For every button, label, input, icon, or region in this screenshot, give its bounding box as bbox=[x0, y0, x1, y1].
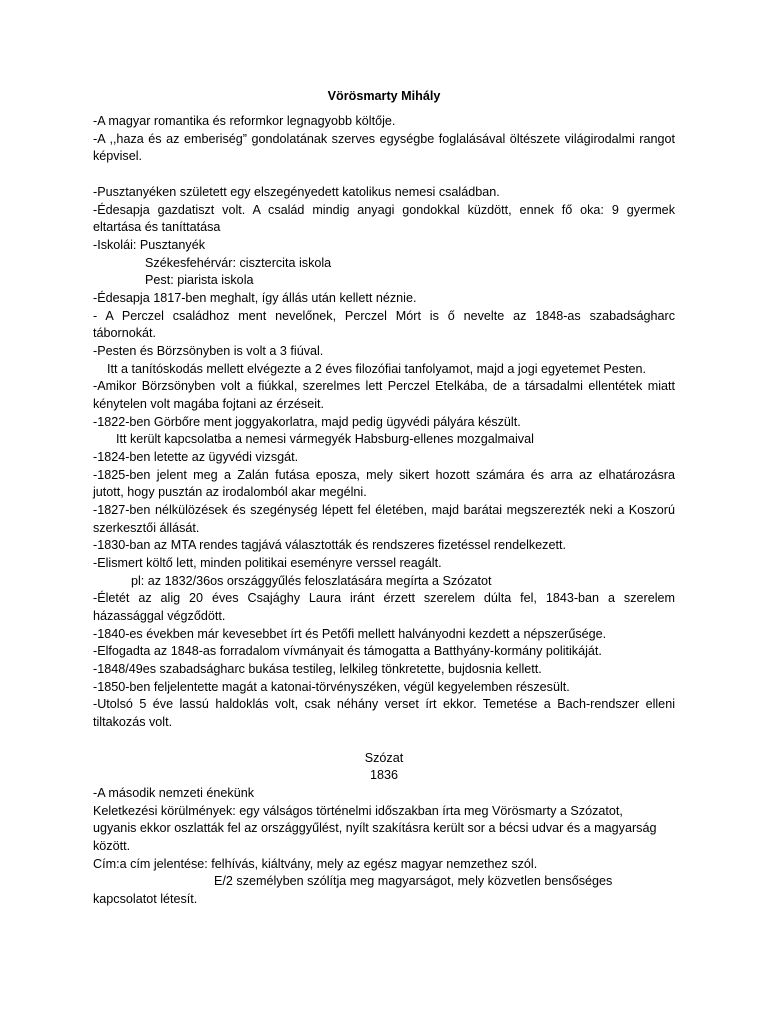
text-line: -A második nemzeti énekünk bbox=[93, 786, 255, 800]
page-title: Vörösmarty Mihály bbox=[327, 89, 441, 103]
text-line: -Utolsó 5 éve lassú haldoklás volt, csak néhány verset írt ekkor. Temetése a Bach-rendszer elleni bbox=[93, 697, 675, 711]
text-line: Itt került kapcsolatba a nemesi vármegyék Habsburg-ellenes mozgalmaival bbox=[116, 432, 534, 446]
text-line: -Amikor Börzsönyben volt a fiúkkal, szerelmes lett Perczel Etelkába, de a társadalmi ellentétek miatt bbox=[93, 379, 675, 393]
text-line: -1850-ben feljelentette magát a katonai-törvényszéken, végül kegyelemben részesült. bbox=[93, 680, 570, 694]
text-line: -Elismert költő lett, minden politikai eseményre verssel reagált. bbox=[93, 556, 442, 570]
text-line: ugyanis ekkor oszlatták fel az országgyűlést, nyílt szakításra került sor a bécsi udvar és a magyarság bbox=[93, 821, 657, 835]
text-line: között. bbox=[93, 839, 131, 853]
text-line: -Édesapja 1817-ben meghalt, így állás után kellett néznie. bbox=[93, 291, 417, 305]
text-line: képvisel. bbox=[93, 149, 142, 163]
text-line: -1825-ben jelent meg a Zalán futása eposza, mely sikert hozott számára és arra az elhatározásra bbox=[93, 468, 675, 482]
text-line: E/2 személyben szólítja meg magyarságot, mely közvetlen bensőséges bbox=[214, 874, 613, 888]
text-line: jutott, hogy pusztán az irodalomból akar megélni. bbox=[93, 485, 367, 499]
text-line: tiltakozás volt. bbox=[93, 715, 173, 729]
text-line: Itt a tanítóskodás mellett elvégezte a 2 éves filozófiai tanfolyamot, majd a jogi egyetemet Pesten. bbox=[107, 362, 647, 376]
text-line: -Pesten és Börzsönyben is volt a 3 fiúval. bbox=[93, 344, 324, 358]
text-line: - A Perczel családhoz ment nevelőnek, Perczel Mórt is ő nevelte az 1848-as szabadságharc bbox=[93, 309, 675, 323]
text-line: Pest: piarista iskola bbox=[145, 273, 254, 287]
section-year: 1836 bbox=[369, 768, 399, 782]
text-line: kénytelen volt magába fojtani az érzéseit. bbox=[93, 397, 325, 411]
text-line: házassággal végződött. bbox=[93, 609, 226, 623]
text-line: -Elfogadta az 1848-as forradalom vívmányait és támogatta a Batthyány-kormány politikáját. bbox=[93, 644, 602, 658]
text-line: -1827-ben nélkülözések és szegénység lépett fel életében, majd barátai megszerezték neki a Koszorú bbox=[93, 503, 675, 517]
text-line: -1830-ban az MTA rendes tagjává választották és rendszeres fizetéssel rendelkezett. bbox=[93, 538, 566, 552]
text-line: -Édesapja gazdatiszt volt. A család mindig anyagi gondokkal küzdött, ennek fő oka: 9 gyermek bbox=[93, 203, 675, 217]
text-line: pl: az 1832/36os országgyűlés feloszlatására megírta a Szózatot bbox=[131, 574, 492, 588]
text-line: -1822-ben Görbőre ment joggyakorlatra, majd pedig ügyvédi pályára készült. bbox=[93, 415, 521, 429]
text-line: -1824-ben letette az ügyvédi vizsgát. bbox=[93, 450, 299, 464]
text-line: szerkesztői állását. bbox=[93, 521, 200, 535]
section-title: Szózat bbox=[364, 751, 404, 765]
text-line: -A ,,haza és az emberiség” gondolatának szerves egységbe foglalásával öltészete világirodalmi rangot bbox=[93, 132, 675, 146]
text-line: tábornokát. bbox=[93, 326, 157, 340]
text-line: eltartása és taníttatása bbox=[93, 220, 221, 234]
text-line: Cím:a cím jelentése: felhívás, kiáltvány, mely az egész magyar nemzethez szól. bbox=[93, 857, 538, 871]
text-line: -1840-es években már kevesebbet írt és Petőfi mellett halványodni kezdett a népszerűsége. bbox=[93, 627, 607, 641]
text-line: -Életét az alig 20 éves Csajághy Laura iránt érzett szerelem dúlta fel, 1843-ban a szerelem bbox=[93, 591, 675, 605]
text-line: Székesfehérvár: cisztercita iskola bbox=[145, 256, 332, 270]
text-line: -1848/49es szabadságharc bukása testileg, lelkileg tönkretette, bujdosnia kellett. bbox=[93, 662, 542, 676]
text-line: -A magyar romantika és reformkor legnagyobb költője. bbox=[93, 114, 396, 128]
text-line: -Pusztanyéken született egy elszegényedett katolikus nemesi családban. bbox=[93, 185, 500, 199]
text-line: Keletkezési körülmények: egy válságos történelmi időszakban írta meg Vörösmarty a Szózatot, bbox=[93, 804, 623, 818]
text-line: -Iskolái: Pusztanyék bbox=[93, 238, 205, 252]
text-line: kapcsolatot létesít. bbox=[93, 892, 198, 906]
